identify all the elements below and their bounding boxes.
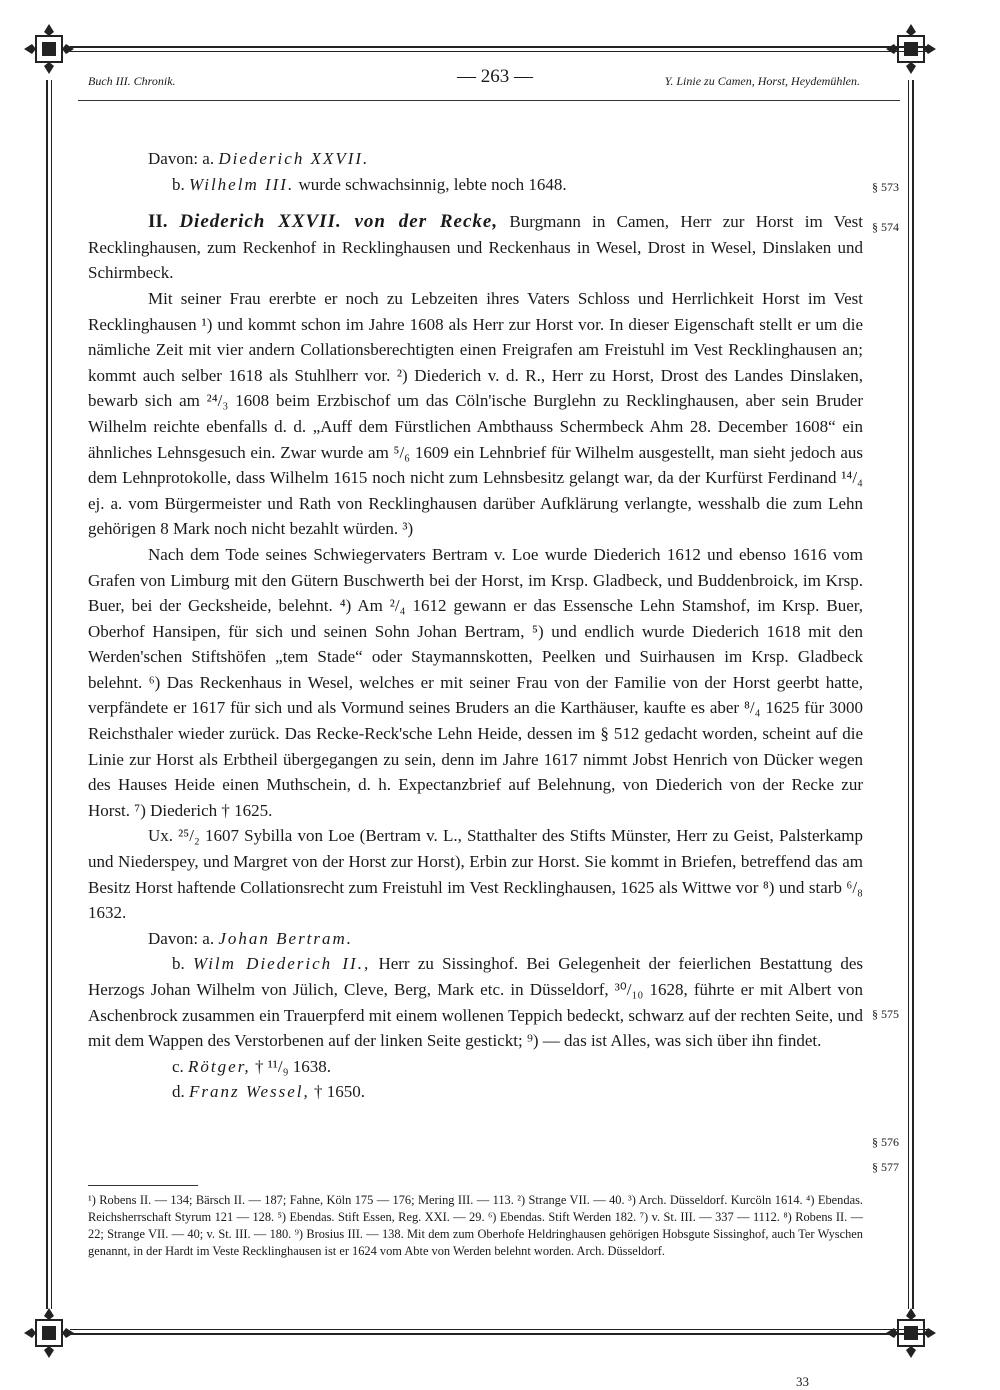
margin-section-576: § 576 <box>872 1135 899 1149</box>
footnotes: ¹) Robens II. — 134; Bärsch II. — 187; Fahne, Köln 175 — 176; Mering III. — 113. ²) Strange VII. — 40. ³) Arch. Düsseldorf. Kurcöln 1614. ⁴) Ebendas. Reichsherrschaft Styrum 121 — 128. ⁵) Ebendas. Stift Essen, Reg. XXI. — 29. ⁶) Ebendas. Stift Werden 182. ⁷) v. St. III. — 337 — 1112. ⁸) Robens II. — 22; Strange VII. — 40; v. St. III. — 180. ⁹) Brosius III. — 138. Mit dem zum Oberhofe Heldringhausen gehörigen Hobsgute Sissinghof, auch Ter Wyschen genannt, in der Hardt im Veste Recklinghausen ist er 1624 vom Abte von Werden belehnt worden. Arch. Düsseldorf. <box>88 1193 863 1258</box>
children-list-2-line-c: c. Rötger, † ¹¹/₉ 1638. <box>172 1056 332 1076</box>
margin-section-573: § 573 <box>872 180 899 194</box>
corner-ornament-icon <box>22 1306 76 1360</box>
frame-right-line-inner <box>908 80 909 1309</box>
running-header-right: Y. Linie zu Camen, Horst, Heydemühlen. <box>664 74 860 88</box>
running-header-left: Buch III. Chronik. <box>88 74 176 88</box>
header-rule <box>78 100 900 101</box>
frame-bottom-line <box>70 1333 930 1335</box>
section-heading: II. Diederich XXVII. von der Recke, Burgmann in Camen, Herr zur Horst im Vest Recklinghausen, zum Reckenhof in Recklinghausen und Reckenhaus in Wesel, Drost in Wesel, Dinslaken und Schirmbeck. <box>88 211 863 283</box>
children-list-2-line-b: b. Wilm Diederich II., Herr zu Sissinghof. Bei Gelegenheit der feierlichen Bestattung des Herzogs Johan Wilhelm von Jülich, Cleve, Berg, Mark etc. in Düsseldorf, ³⁰/₁₀ 1628, führte er mit Albert von Aschenbrock zusammen ein Trauerpferd mit einem wollenen Teppich bedeckt, schwarz auf der rechten Seite, und mit dem Wappen des Verstorbenen auf der linken Seite gestickt; ⁹) — das ist Alles, was sich über ihn findet. <box>88 954 864 1051</box>
corner-ornament-icon <box>22 22 76 76</box>
frame-right-line <box>912 80 914 1309</box>
paragraph-2: Nach dem Tode seines Schwiegervaters Bertram v. Loe wurde Diederich 1612 und ebenso 1616 vom Grafen von Limburg mit den Gütern Buschwerth bei der Horst, im Krsp. Gladbeck, und Buddenbroick, im Krsp. Buer, bei der Gecksheide, belehnt. ⁴) Am ²/₄ 1612 gewann er das Essensche Lehn Stamshof, im Krsp. Buer, Oberhof Hansipen, für sich und seinen Sohn Johan Bertram, ⁵) und endlich wurde Diederich 1618 mit den Werden'schen Stiftshöfen „tem Stade“ oder Staymannskotten, Peelken und Suirhausen im Krsp. Gladbeck belehnt. ⁶) Das Reckenhaus in Wesel, welches er mit seiner Frau von der Familie von der Horst geerbt hatte, verpfändete er 1617 für sich und als Vormund seines Bruders an die Karthäuser, kaufte es aber ⁸/₄ 1625 für 3000 Reichsthaler wieder zurück. Das Recke-Reck'sche Lehn Heide, dessen im § 512 gedacht worden, scheint auf die Linie zur Horst als Erbtheil übergegangen zu sein, denn im Jahre 1617 nimmt Jobst Henrich von Dücker wegen des Hauses Heide einen Muthschein, d. h. Expectanzbrief auf Belehnung, von Diederich von der Recke zur Horst. ⁷) Diederich † 1625. <box>88 544 863 820</box>
corner-ornament-icon <box>884 1306 938 1360</box>
paragraph-3: Ux. ²⁵/₂ 1607 Sybilla von Loe (Bertram v. L., Statthalter des Stifts Münster, Herr zu Geist, Palsterkamp und Niederspey, und Margret von der Horst zur Horst), Erbin zur Horst. Sie kommt in Briefen, betreffend das am Besitz Horst haftende Collationsrecht zum Freistuhl im Vest Recklinghausen, 1625 als Wittwe vor ⁸) und starb ⁶/₈ 1632. <box>88 826 863 923</box>
frame-top-line-inner <box>70 51 930 52</box>
corner-ornament-icon <box>884 22 938 76</box>
children-list-2-line-d: d. Franz Wessel, † 1650. <box>172 1082 366 1102</box>
footnote-rule <box>88 1185 198 1186</box>
frame-left-line <box>46 80 48 1309</box>
frame-left-line-inner <box>51 80 52 1309</box>
margin-section-574: § 574 <box>872 220 899 234</box>
children-list-2-line-1: Davon: a. Johan Bertram. <box>148 928 354 948</box>
margin-section-577: § 577 <box>872 1160 899 1174</box>
margin-section-575: § 575 <box>872 1007 899 1021</box>
paragraph-1: Mit seiner Frau ererbte er noch zu Lebzeiten ihres Vaters Schloss und Herrlichkeit Horst im Vest Recklinghausen ¹) und kommt schon im Jahre 1608 als Herr zur Horst vor. In dieser Eigenschaft stellt er um die nämliche Zeit mit vier andern Collationsberechtigten einen Freigrafen am Freistuhl im Vest Recklinghausen an; kommt auch selber 1618 als Stuhlherr vor. ²) Diederich v. d. R., Herr zu Horst, Drost des Landes Dinslaken, bewarb sich am ²⁴/₃ 1608 beim Erzbischof um das Cöln'ische Burglehn zu Recklinghausen, aber sein Bruder Wilhelm reichte ebenfalls d. d. „Auff dem Fürstlichen Ambthauss Schermbeck Ahm 28. December 1608“ ein ähnliches Lehnsgesuch ein. Zwar wurde am ⁵/₆ 1609 ein Lehnbrief für Wilhelm ausgestellt, man sieht jedoch aus dem Lehnprotokolle, dass Wilhelm 1615 noch nicht zum Lehnsbesitz gelangt war, da der Kurfürst Ferdinand ¹⁴/₄ ej. a. vom Bürgermeister und Rath von Recklinghausen darüber Aufklärung verlangte, wesshalb die zum Lehn gehörigen 8 Mark noch nicht bezahlt würden. ³) <box>88 288 863 539</box>
frame-top-line <box>70 46 930 48</box>
children-list-line-1: Davon: a. Diederich XXVII. <box>148 149 370 168</box>
page-signature: 33 <box>796 1374 809 1389</box>
page-number: — 263 — <box>457 66 533 87</box>
children-list-line-2: b. Wilhelm III. wurde schwachsinnig, lebte noch 1648. <box>172 174 567 194</box>
frame-bottom-line-inner <box>70 1329 930 1330</box>
main-text <box>88 146 863 1105</box>
